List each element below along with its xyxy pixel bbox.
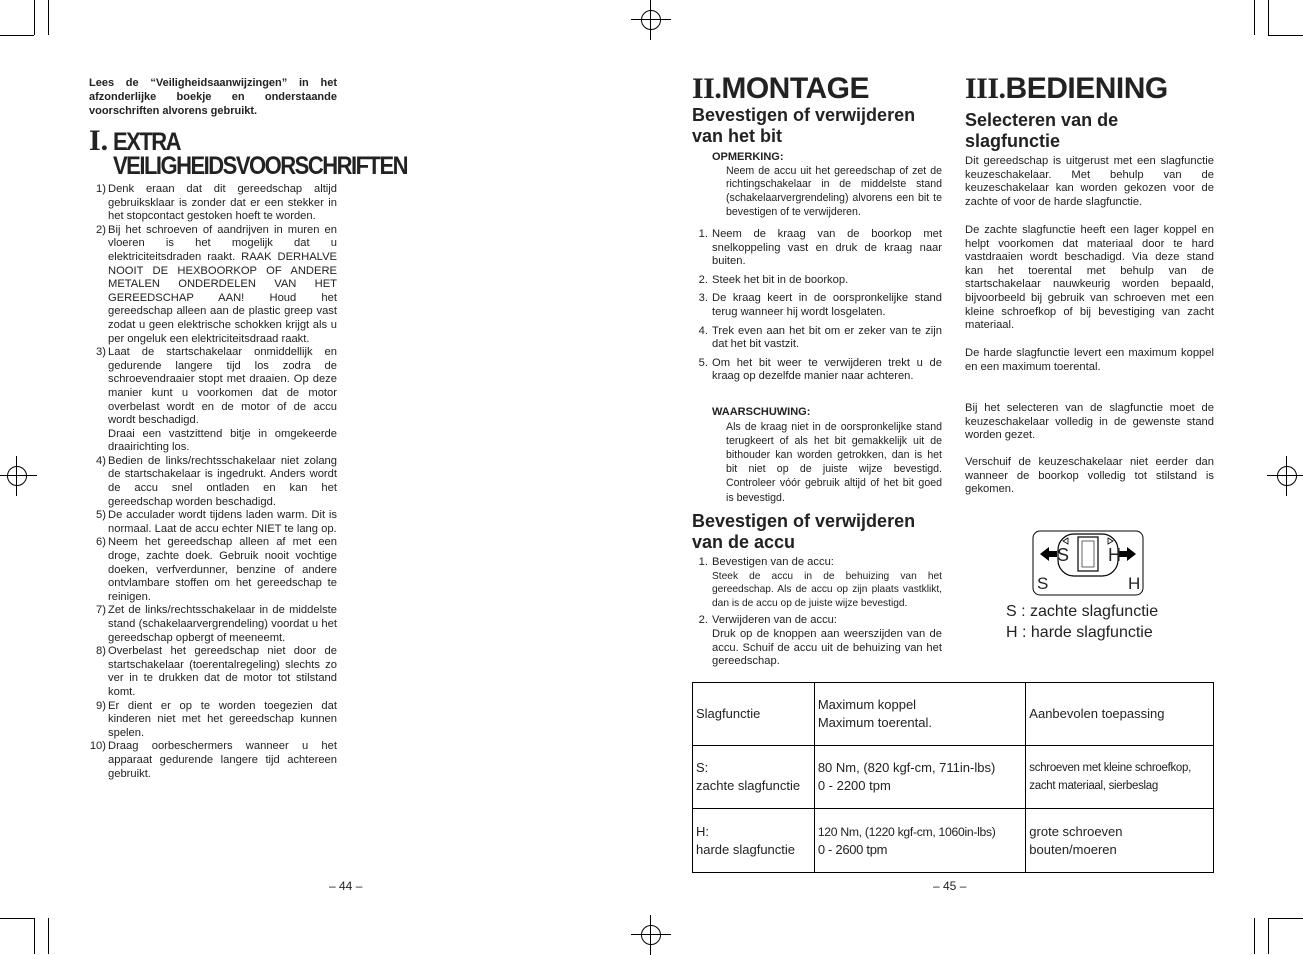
section-roman: I. bbox=[89, 124, 109, 157]
list-item: 1. Bevestigen van de accu: Steek de accu in de behuizing van het gereedschap. Als de accu op zijn plaats vastklikt, dan is de accu op de juiste wijze bevestigd. bbox=[698, 556, 942, 609]
bediening-subheading: Selecteren van de slagfunctie bbox=[965, 110, 1119, 151]
table-cell: S: zachte slagfunctie bbox=[693, 746, 815, 809]
list-item: 4) Bedien de links/rechtsschakelaar niet zolang de startschakelaar is ingedrukt. Anders wordt de accu snel ontladen en kan het gereedschap worden beschadigd. bbox=[96, 454, 337, 508]
table-cell: grote schroeven bouten/moeren bbox=[1026, 809, 1214, 873]
switch-legend bbox=[1006, 601, 1158, 643]
registration-mark bbox=[0, 456, 37, 496]
montage-subheading-accu: Bevestigen of verwijderen van de accu bbox=[692, 511, 916, 552]
crop-mark bbox=[1268, 35, 1303, 36]
table-header-cell: Maximum koppel Maximum toerental. bbox=[814, 683, 1025, 746]
crop-mark bbox=[0, 918, 34, 919]
table-row bbox=[693, 809, 1214, 873]
table-header-cell: Aanbevolen toepassing bbox=[1026, 683, 1214, 746]
page-number-right: – 45 – bbox=[933, 879, 967, 893]
registration-mark bbox=[631, 0, 671, 40]
bediening-paragraph: Dit gereedschap is uitgerust met een slagfunctie keuzeschakelaar. Met behulp van de keuzeschakelaar kan worden gekozen voor de zachte of voor de harde slagfunctie. bbox=[965, 155, 1214, 208]
section-title-line1: EXTRA bbox=[113, 127, 181, 156]
list-item: 4. Trek even aan het bit om er zeker van te zijn dat het bit vastzit. bbox=[698, 324, 942, 351]
crop-mark bbox=[1254, 918, 1255, 954]
list-item: 9) Er dient er op te worden toegezien dat kinderen niet met het gereedschap kunnen spelen. bbox=[96, 699, 337, 739]
list-item: 5. Om het bit weer te verwijderen trekt u de kraag op dezelfde manier naar achteren. bbox=[698, 356, 942, 383]
crop-mark bbox=[1268, 918, 1303, 919]
switch-letter-s: S bbox=[1057, 545, 1070, 565]
montage-note bbox=[692, 151, 942, 220]
legend-s: S : zachte slagfunctie bbox=[1006, 603, 1159, 620]
bediening-heading: III.BEDIENING bbox=[965, 72, 1168, 105]
table-header-row bbox=[693, 683, 1214, 746]
table-cell: schroeven met kleine schroefkop, zacht materiaal, sierbeslag bbox=[1026, 746, 1214, 809]
list-item: 10) Draag oorbeschermers wanneer u het apparaat gedurende langere tijd achtereen gebruikt. bbox=[89, 740, 337, 780]
registration-mark bbox=[631, 915, 671, 955]
warning-label: WAARSCHUWING: bbox=[712, 406, 811, 418]
montage-heading: II.MONTAGE bbox=[692, 72, 869, 105]
list-item: 1. Neem de kraag van de boorkop met snelkoppeling vast en druk de kraag naar buiten. bbox=[698, 228, 942, 268]
table-cell: H: harde slagfunctie bbox=[693, 809, 815, 873]
table-cell: 120 Nm, (1220 kgf-cm, 1060in-lbs) 0 - 2600 tpm bbox=[814, 809, 1025, 873]
crop-mark bbox=[34, 918, 35, 954]
bediening-paragraph: Verschuif de keuzeschakelaar niet eerder dan wanneer de boorkop volledig tot stilstand is gekomen. bbox=[965, 456, 1214, 496]
switch-bottom-s: S bbox=[1037, 574, 1049, 593]
list-item: 3) Laat de startschakelaar onmiddellijk en gedurende langere tijd los zodra de schroevendraaier stopt met draaien. Op deze manier kunt u voorkomen dat de motor overbelast wordt en de motor of de accu wordt beschadigd. Draai een vastzittend bitje in omgekeerde draairichting los. bbox=[96, 346, 337, 454]
note-text: Neem de accu uit het gereedschap of zet de richtingschakelaar in de middelste stand (schakelaarvergrendeling) alvorens een bit te bevestigen of te verwijderen. bbox=[726, 164, 942, 218]
table-header-cell: Slagfunctie bbox=[693, 683, 815, 746]
list-item: 5) De acculader wordt tijdens laden warm. Dit is normaal. Laat de accu echter NIET te lang op. bbox=[96, 509, 337, 535]
bediening-paragraph: Bij het selecteren van de slagfunctie moet de keuzeschakelaar volledig in de gewenste stand worden gezet. bbox=[965, 402, 1214, 442]
crop-mark bbox=[48, 918, 49, 954]
list-item: 7) Zet de links/rechtsschakelaar in de middelste stand (schakelaarvergrendeling) voordat u het gereedschap opbergt of meeneemt. bbox=[96, 604, 337, 644]
table-row bbox=[693, 746, 1214, 809]
note-label: OPMERKING: bbox=[712, 151, 784, 163]
switch-letter-h: H bbox=[1108, 545, 1121, 565]
section-title-line2: VEILIGHEIDSVOORSCHRIFTEN bbox=[113, 151, 408, 180]
list-item: 3. De kraag keert in de oorspronkelijke stand terug wanneer hij wordt losgelaten. bbox=[698, 292, 942, 318]
montage-subheading-bit: Bevestigen of verwijderen van het bit bbox=[692, 105, 916, 146]
crop-mark bbox=[0, 35, 34, 36]
crop-mark bbox=[48, 0, 49, 35]
warning-text: Als de kraag niet in de oorspronkelijke stand terugkeert of als het bit gemakkelijk uit de bithouder kan worden getrokken, dan is het bit niet op de juiste wijze bevestigd. Controleer vóór gebruik altijd of het bit goed is bevestigd. bbox=[726, 420, 942, 504]
intro-text: Lees de “Veiligheidsaanwijzingen” in het afzonderlijke boekje en onderstaande voorschriften alvorens gebruikt. bbox=[89, 77, 337, 117]
page-number-left: – 44 – bbox=[329, 879, 363, 893]
crop-mark bbox=[1254, 0, 1255, 35]
list-item: 2) Bij het schroeven of aandrijven in muren en vloeren is het mogelijk dat u elektriciteitsdraden raakt. RAAK DERHALVE NOOIT DE HEXBOORKOP OF ANDERE METALEN ONDERDELEN VAN HET GEREEDSCHAP AAN! Houd het gereedschap alleen aan de plastic greep vast zodat u geen elektrische schokken krijgt als u per ongeluk een elektriciteitsdraad raakt. bbox=[96, 223, 337, 345]
table-cell: 80 Nm, (820 kgf-cm, 711in-lbs) 0 - 2200 tpm bbox=[814, 746, 1025, 809]
accu-steps bbox=[692, 556, 942, 674]
bediening-paragraph: De zachte slagfunctie heeft een lager koppel en helpt voorkomen dat materiaal door te hard vastdraaien wordt beschadigd. Via deze stand kan het toerental met behulp van de startschakelaar nauwkeurig worden bepaald, bijvoorbeeld bij gebruik van schroeven met een kleine schroefkop of bij bevestiging van zacht materiaal. bbox=[965, 224, 1214, 332]
montage-warning bbox=[692, 406, 942, 505]
crop-mark bbox=[1268, 0, 1269, 35]
crop-mark bbox=[1268, 918, 1269, 954]
bediening-paragraph: De harde slagfunctie levert een maximum koppel en een maximum toerental. bbox=[965, 347, 1214, 373]
list-item: 2. Steek het bit in de boorkop. bbox=[698, 273, 849, 286]
legend-h: H : harde slagfunctie bbox=[1006, 624, 1153, 641]
list-item: 1) Denk eraan dat dit gereedschap altijd gebruiksklaar is zonder dat er een stekker in het stopcontact gestoken hoeft te worden. bbox=[96, 183, 337, 223]
slagfunctie-table bbox=[692, 682, 1214, 873]
list-item: 8) Overbelast het gereedschap niet door de startschakelaar (toerentalregeling) slechts zo ver in te drukken dat de motor tot stilstand komt. bbox=[96, 645, 337, 698]
montage-steps bbox=[692, 228, 942, 389]
list-item: 6) Neem het gereedschap alleen af met een droge, zachte doek. Gebruik nooit vochtige doeken, verfverdunner, benzine of andere ontvlambare stoffen om het gereedschap te reinigen. bbox=[96, 536, 337, 603]
slagfunctie-switch-diagram bbox=[1032, 530, 1144, 596]
list-item: 2. Verwijderen van de accu: Druk op de knoppen aan weerszijden van de accu. Schuif de accu uit de behuizing van het gereedschap. bbox=[698, 614, 942, 668]
crop-mark bbox=[34, 0, 35, 35]
registration-mark bbox=[1267, 456, 1303, 496]
safety-list bbox=[89, 183, 337, 781]
switch-bottom-h: H bbox=[1128, 574, 1141, 593]
